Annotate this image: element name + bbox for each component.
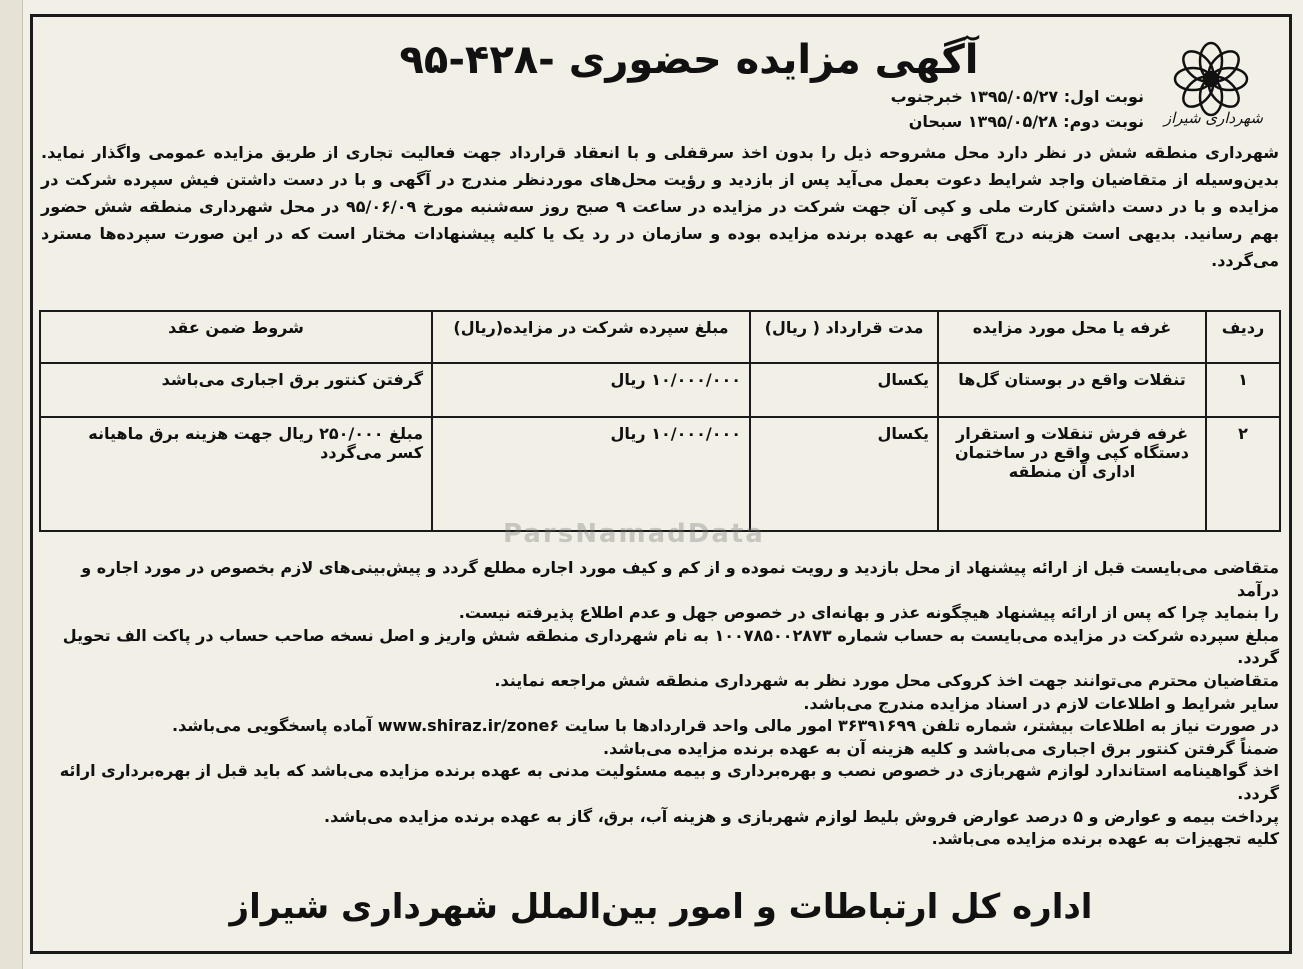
notice-title: آگهی مزایده حضوری -۴۲۸-۹۵ bbox=[399, 37, 979, 83]
note-line: را بنماید چرا که پس از ارائه پیشنهاد هیچگونه عذر و بهانه‌ای در خصوص جهل و عدم اطلاع پذیرفته نیست. bbox=[458, 603, 1279, 623]
note-line: متقاضی می‌بایست قبل از ارائه پیشنهاد از محل بازدید و رویت نموده و از کم و کیف مورد اجاره مطلع گردد و پیش‌بینی‌های لازم بخصوص در مورد اجاره و درآمد bbox=[81, 558, 1279, 600]
auction-notice bbox=[30, 14, 1292, 954]
row-location: تنقلات واقع در بوستان گل‌ها bbox=[938, 363, 1206, 417]
table-row bbox=[40, 363, 1280, 417]
row-terms: مبلغ ۲۵۰/۰۰۰ ریال جهت هزینه برق ماهیانه کسر می‌گردد bbox=[40, 417, 432, 531]
table-header-row bbox=[40, 311, 1280, 363]
note-line: اخذ گواهینامه استاندارد لوازم شهربازی در خصوص نصب و بهره‌برداری و بیمه مسئولیت مدنی به عهده برنده مزایده می‌باشد که باید قبل از بهره‌برداری ارائه گردد. bbox=[59, 761, 1279, 803]
note-line: مبلغ سپرده شرکت در مزایده می‌بایست به حساب شماره ۱۰۰۷۸۵۰۰۲۸۷۳ به نام شهرداری منطقه شش واریز و اصل نسخه صاحب حساب در پاکت الف تحویل گردد. bbox=[62, 625, 1279, 668]
header-terms: شروط ضمن عقد bbox=[40, 311, 432, 363]
note-line: در صورت نیاز به اطلاعات بیشتر، شماره تلفن ۳۶۳۹۱۶۹۹ امور مالی واحد قراردادها با سایت www.shiraz.ir/zone۶ آماده پاسخگویی می‌باشد. bbox=[172, 716, 1279, 736]
note-line: کلیه تجهیزات به عهده برنده مزایده می‌باشد. bbox=[931, 829, 1279, 849]
row-deposit: ۱۰/۰۰۰/۰۰۰ ریال bbox=[432, 417, 750, 531]
note-line: متقاضیان محترم می‌توانند جهت اخذ کروکی محل مورد نظر به شهرداری منطقه شش مراجعه نمایند. bbox=[494, 670, 1279, 690]
row-duration: یکسال bbox=[750, 417, 938, 531]
row-deposit: ۱۰/۰۰۰/۰۰۰ ریال bbox=[432, 363, 750, 417]
note-line: ضمناً گرفتن کنتور برق اجباری می‌باشد و کلیه هزینه آن به عهده برنده مزایده می‌باشد. bbox=[603, 738, 1279, 758]
header-duration: مدت قرارداد ( ریال) bbox=[750, 311, 938, 363]
shiraz-municipality-logo bbox=[1151, 39, 1271, 149]
row-idx: ۱ bbox=[1206, 363, 1280, 417]
header-deposit: مبلغ سپرده شرکت در مزایده(ریال) bbox=[432, 311, 750, 363]
table-row bbox=[40, 417, 1280, 531]
intro-paragraph: شهرداری منطقه شش در نظر دارد محل مشروحه ذیل را بدون اخذ سرقفلی و با انعقاد قرارداد جهت فعالیت تجاری از طریق مزایده عمومی واگذار نماید. بدین‌وسیله از متقاضیان واجد شرایط دعوت بعمل می‌آید پس از بازدید و رؤیت محل‌های موردنظر مندرج در آگهی و با در دست داشتن فیش سپرده شرکت در مزایده و با در دست داشتن کارت ملی و کپی آن جهت شرکت در مزایده در ساعت ۹ صبح روز سه‌شنبه مورخ ۹۵/۰۶/۰۹ در محل شهرداری منطقه شش حضور بهم رسانید. بدیهی است هزینه درج آگهی به عهده برنده مزایده بوده و سازمان در رد یک یا کلیه پیشنهادات مختار است که در این صورت سپرده‌ها مسترد می‌گردد. bbox=[41, 143, 1280, 270]
notes bbox=[41, 557, 1279, 851]
auction-table bbox=[39, 310, 1281, 532]
footer-department: اداره کل ارتباطات و امور بین‌الملل شهرداری شیراز bbox=[229, 887, 1093, 927]
header-idx: ردیف bbox=[1206, 311, 1280, 363]
logo-caption: شهرداری شیراز bbox=[1163, 109, 1263, 127]
newspaper-edge bbox=[0, 0, 23, 969]
second-publication: نوبت دوم: ۱۳۹۵/۰۵/۲۸ سبحان bbox=[908, 112, 1144, 131]
note-line: پرداخت بیمه و عوارض و ۵ درصد عوارض فروش بلیط لوازم شهربازی و هزینه آب، برق، گاز به عهده برنده مزایده می‌باشد. bbox=[324, 806, 1279, 826]
header-location: غرفه یا محل مورد مزایده bbox=[938, 311, 1206, 363]
row-duration: یکسال bbox=[750, 363, 938, 417]
row-location: غرفه فرش تنقلات و استقرار دستگاه کپی واقع در ساختمان اداری آن منطقه bbox=[938, 417, 1206, 531]
first-publication: نوبت اول: ۱۳۹۵/۰۵/۲۷ خبرجنوب bbox=[890, 87, 1144, 106]
watermark: ParsNamadData bbox=[503, 519, 765, 549]
note-line: سایر شرایط و اطلاعات لازم در اسناد مزایده مندرج می‌باشد. bbox=[803, 693, 1279, 713]
row-idx: ۲ bbox=[1206, 417, 1280, 531]
row-terms: گرفتن کنتور برق اجباری می‌باشد bbox=[40, 363, 432, 417]
